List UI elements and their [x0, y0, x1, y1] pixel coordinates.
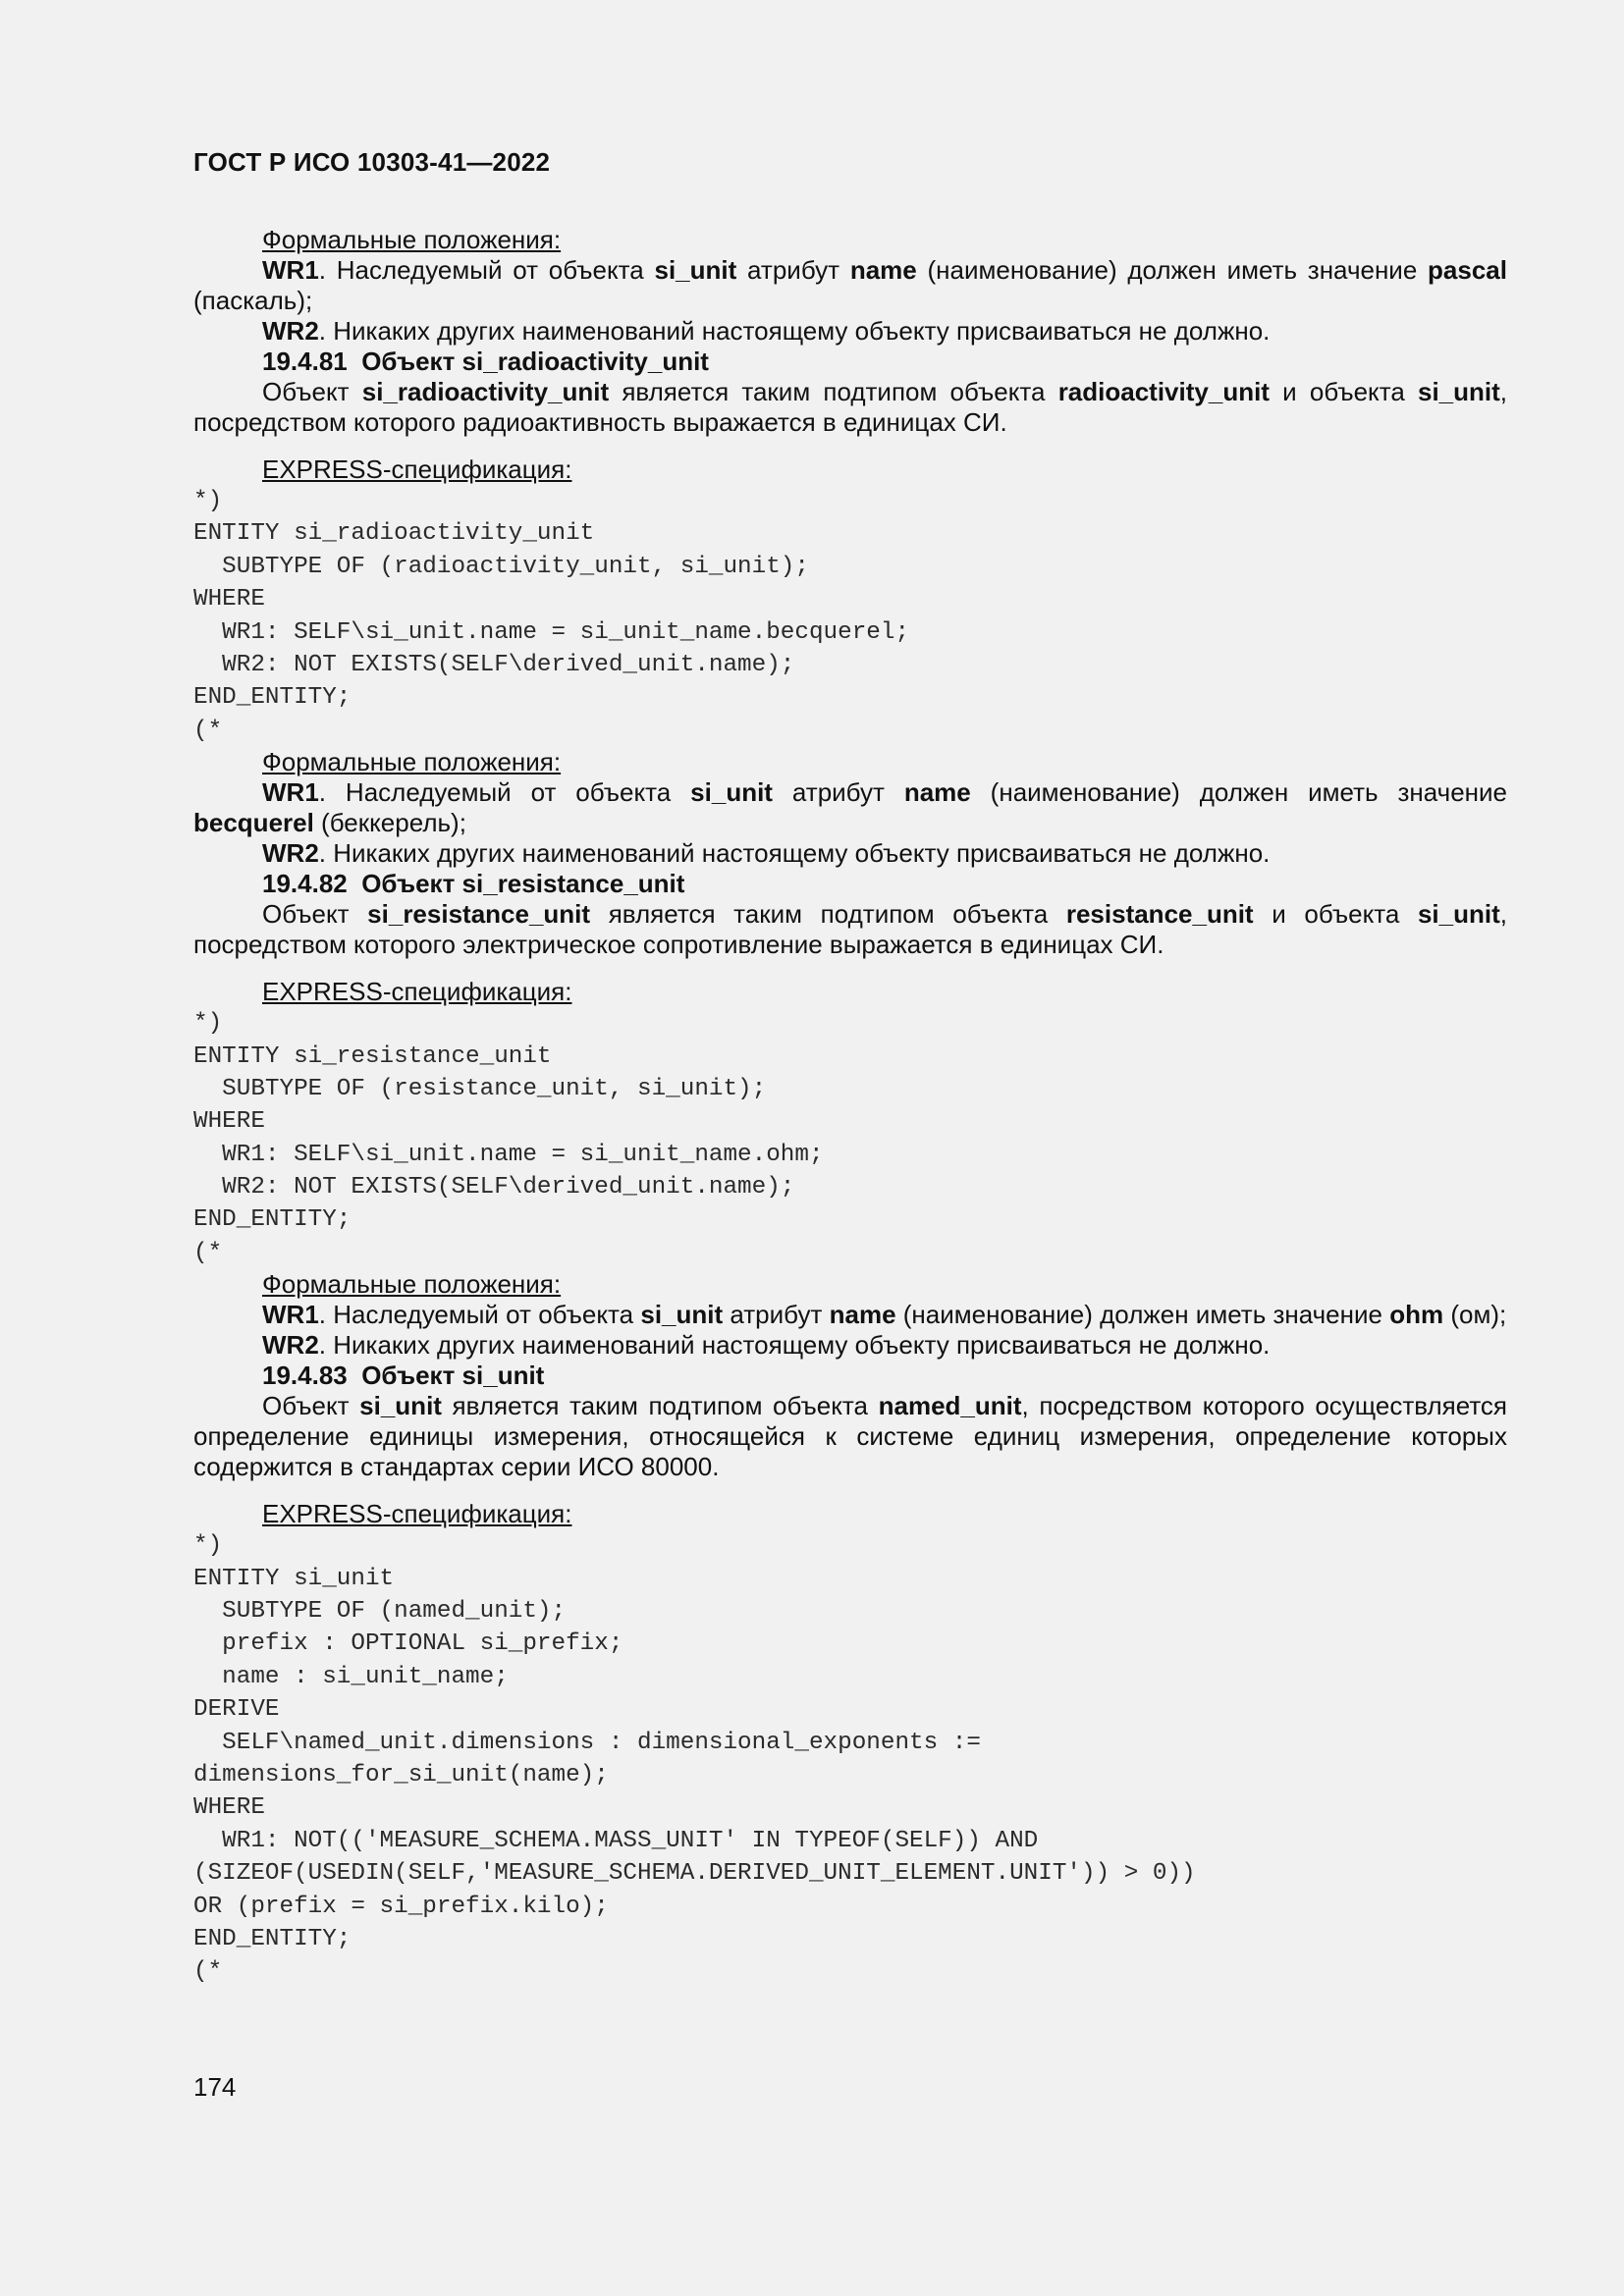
- entity-name: named_unit: [878, 1391, 1022, 1421]
- code-line: WR1: SELF\si_unit.name = si_unit_name.becquerel;: [193, 618, 910, 646]
- formal-provisions-label: Формальные положения:: [262, 747, 562, 777]
- document-body: [193, 225, 1507, 1989]
- code-line: WR2: NOT EXISTS(SELF\derived_unit.name);: [193, 1174, 795, 1201]
- code-line: ENTITY si_radioactivity_unit: [193, 520, 595, 548]
- description-text: Объект: [262, 899, 368, 930]
- code-line: END_ENTITY;: [193, 1925, 352, 1952]
- express-label: EXPRESS-спецификация:: [262, 454, 572, 484]
- code-line: END_ENTITY;: [193, 1206, 352, 1234]
- formal-provisions-heading: [193, 747, 1507, 777]
- document-header: ГОСТ Р ИСО 10303-41—2022: [193, 147, 551, 177]
- code-line: SUBTYPE OF (resistance_unit, si_unit);: [193, 1075, 767, 1102]
- code-line: SUBTYPE OF (radioactivity_unit, si_unit);: [193, 553, 809, 580]
- express-code-block: [193, 1007, 1507, 1269]
- section-number: 19.4.81: [262, 347, 348, 376]
- rule-text: . Никаких других наименований настоящему объекту присваиваться не должно.: [318, 316, 1271, 346]
- section-word: Объект: [361, 1361, 456, 1391]
- entity-name: radioactivity_unit: [1057, 377, 1270, 406]
- rule-text: (паскаль);: [193, 286, 313, 315]
- description-text: , посредством которого осуществляется определение единицы измерения, относящейся к системе единиц измерения, определение которых содержится в стандартах серии ИСО 80000.: [193, 1391, 1508, 1482]
- code-line: dimensions_for_si_unit(name);: [193, 1761, 609, 1789]
- code-line: prefix : OPTIONAL si_prefix;: [193, 1630, 623, 1658]
- section-description: [193, 899, 1507, 960]
- section-entity-name: si_unit: [461, 1361, 545, 1391]
- rule-label: WR1: [262, 777, 319, 808]
- description-text: , посредством которого электрическое сопротивление выражается в единицах СИ.: [193, 899, 1507, 960]
- code-line: *): [193, 1010, 223, 1038]
- entity-name: si_resistance_unit: [367, 899, 591, 930]
- section-description: [193, 1391, 1507, 1482]
- rule-text: (наименование) должен иметь значение: [895, 1300, 1390, 1330]
- description-text: , посредством которого радиоактивность выражается в единицах СИ.: [193, 377, 1508, 437]
- code-line: (*: [193, 1239, 223, 1266]
- formal-provisions-heading: [193, 1269, 1507, 1300]
- rule-label: WR1: [262, 255, 319, 285]
- section-heading-19-4-83: [193, 1361, 1507, 1391]
- entity-name: si_unit: [640, 1300, 724, 1330]
- code-line: WHERE: [193, 1794, 265, 1822]
- description-text: является таким подтипом объекта: [590, 899, 1066, 930]
- express-code-block: [193, 1529, 1507, 1988]
- rule-wr1: [193, 255, 1507, 316]
- code-line: *): [193, 488, 223, 514]
- rule-label: WR2: [262, 316, 319, 346]
- entity-name: si_unit: [1417, 377, 1500, 406]
- express-heading: [193, 454, 1507, 485]
- code-line: SELF\named_unit.dimensions : dimensional_exponents :=: [193, 1729, 981, 1756]
- code-line: WHERE: [193, 586, 265, 614]
- page-number: 174: [193, 2072, 237, 2102]
- rule-text: (наименование) должен иметь значение: [970, 777, 1507, 808]
- rule-text: атрибут: [772, 777, 904, 808]
- rule-text: . Наследуемый от объекта: [318, 1300, 641, 1330]
- section-heading-19-4-81: [193, 347, 1507, 377]
- section-entity-name: si_resistance_unit: [461, 869, 685, 899]
- attribute-name: name: [829, 1300, 896, 1330]
- rule-text: атрибут: [736, 255, 850, 285]
- code-line: END_ENTITY;: [193, 684, 352, 712]
- code-line: ENTITY si_unit: [193, 1565, 395, 1592]
- entity-name: si_unit: [1417, 899, 1500, 930]
- rule-text: (беккерель);: [313, 808, 466, 838]
- express-label: EXPRESS-спецификация:: [262, 1499, 572, 1529]
- rule-label: WR2: [262, 1330, 319, 1361]
- rule-text: (ом);: [1443, 1300, 1507, 1330]
- description-text: и объекта: [1269, 377, 1418, 406]
- code-line: name : si_unit_name;: [193, 1663, 509, 1690]
- rule-wr1: [193, 777, 1507, 838]
- attribute-value: ohm: [1389, 1300, 1444, 1330]
- express-label: EXPRESS-спецификация:: [262, 977, 572, 1007]
- code-line: SUBTYPE OF (named_unit);: [193, 1598, 567, 1626]
- attribute-name: name: [903, 777, 971, 808]
- entity-name: si_unit: [690, 777, 773, 808]
- section-number: 19.4.83: [262, 1361, 348, 1391]
- express-code-block: [193, 485, 1507, 747]
- section-word: Объект: [361, 347, 456, 376]
- express-heading: [193, 977, 1507, 1007]
- section-entity-name: si_radioactivity_unit: [461, 347, 709, 376]
- attribute-value: pascal: [1428, 255, 1507, 285]
- section-number: 19.4.82: [262, 869, 348, 899]
- code-line: OR (prefix = si_prefix.kilo);: [193, 1893, 609, 1920]
- rule-wr2: [193, 316, 1507, 347]
- section-word: Объект: [361, 869, 456, 899]
- attribute-name: name: [849, 255, 917, 285]
- section-heading-19-4-82: [193, 869, 1507, 899]
- rule-text: . Наследуемый от объекта: [318, 777, 691, 808]
- entity-name: si_radioactivity_unit: [361, 377, 610, 406]
- code-line: WR1: SELF\si_unit.name = si_unit_name.ohm;: [193, 1141, 824, 1168]
- express-heading: [193, 1499, 1507, 1529]
- formal-provisions-heading: [193, 225, 1507, 255]
- description-text: является таким подтипом объекта: [441, 1391, 879, 1421]
- code-line: WHERE: [193, 1108, 265, 1136]
- code-line: (*: [193, 717, 223, 744]
- description-text: Объект: [262, 1391, 360, 1421]
- rule-label: WR2: [262, 838, 319, 869]
- section-description: [193, 377, 1507, 438]
- entity-name: si_unit: [654, 255, 737, 285]
- rule-text: атрибут: [723, 1300, 830, 1330]
- formal-provisions-label: Формальные положения:: [262, 225, 562, 254]
- formal-provisions-label: Формальные положения:: [262, 1269, 562, 1300]
- description-text: является таким подтипом объекта: [609, 377, 1058, 406]
- rule-label: WR1: [262, 1300, 319, 1330]
- description-text: и объекта: [1253, 899, 1418, 930]
- code-line: ENTITY si_resistance_unit: [193, 1042, 552, 1070]
- rule-wr2: [193, 1330, 1507, 1361]
- code-line: WR1: NOT(('MEASURE_SCHEMA.MASS_UNIT' IN TYPEOF(SELF)) AND: [193, 1827, 1039, 1854]
- entity-name: si_unit: [359, 1391, 442, 1421]
- rule-text: . Никаких других наименований настоящему объекту присваиваться не должно.: [318, 1330, 1271, 1361]
- attribute-value: becquerel: [193, 808, 314, 838]
- code-line: WR2: NOT EXISTS(SELF\derived_unit.name);: [193, 651, 795, 678]
- rule-wr1: [193, 1300, 1507, 1330]
- rule-text: (наименование) должен иметь значение: [916, 255, 1429, 285]
- rule-text: . Наследуемый от объекта: [318, 255, 655, 285]
- code-line: (SIZEOF(USEDIN(SELF,'MEASURE_SCHEMA.DERIVED_UNIT_ELEMENT.UNIT')) > 0)): [193, 1860, 1196, 1888]
- entity-name: resistance_unit: [1065, 899, 1254, 930]
- rule-wr2: [193, 838, 1507, 869]
- rule-text: . Никаких других наименований настоящему объекту присваиваться не должно.: [318, 838, 1271, 869]
- code-line: (*: [193, 1958, 223, 1986]
- code-line: DERIVE: [193, 1696, 280, 1724]
- code-line: *): [193, 1532, 223, 1560]
- description-text: Объект: [262, 377, 362, 406]
